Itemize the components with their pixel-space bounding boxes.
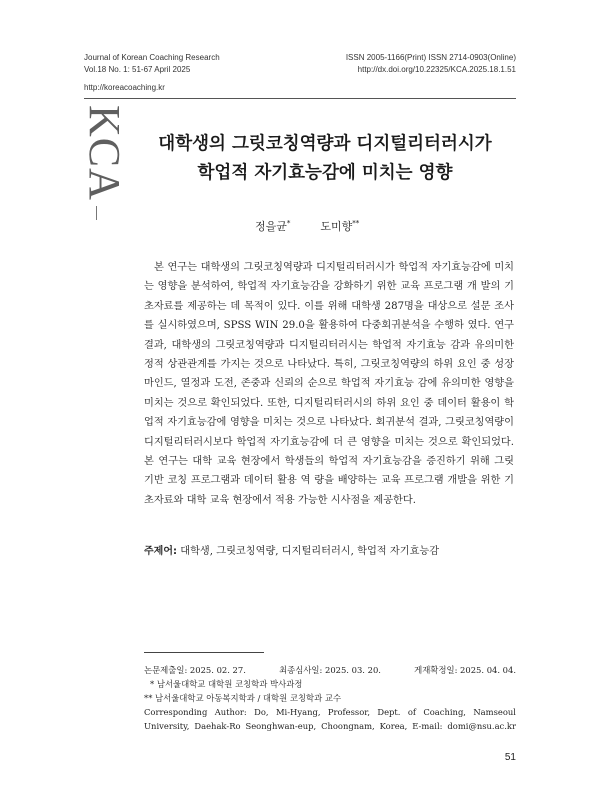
abstract-line: 설문 조사를 실시하였으며, SPSS WIN 29.0을 활용하여 다중회귀분석을 수행하	[144, 300, 514, 332]
corresponding-author-line-2: University, Daehak-Ro Seonghwan-eup, Choongnam, Korea, E-mail: domi@nsu.ac.kr	[144, 721, 516, 731]
header-divider	[84, 98, 516, 99]
footnote-divider	[144, 652, 264, 653]
submitted-date: 논문제출일: 2025. 02. 27.	[144, 665, 246, 675]
header-row-bottom	[84, 64, 516, 76]
abstract-line: 학업적 자기효능감을 증진하기 위해 그릿 기반 코칭 프로그램과 데이터 활용 역	[144, 456, 514, 487]
abstract-line: 감과 유의미한 정적 상관관계를 가지는 것으로 나타났다. 특히, 그릿코칭역량의	[144, 339, 514, 371]
abstract-line: 량을 배양하는 교육 프로그램 개발을 위한 기초자료와 대학 교육 현장에서 적용	[144, 475, 514, 506]
page-number: 51	[504, 752, 516, 763]
corresponding-author-line-1: Corresponding Author: Do, Mi-Hyang, Professor, Dept. of Coaching, Namseoul	[144, 707, 516, 717]
kca-logo-text: KCA	[80, 105, 129, 201]
abstract-line: 였다. 연구 결과, 대학생의 그릿코칭역량과 디지털리터러시는 학업적 자기효능	[144, 320, 514, 351]
author-1: 정을균*	[255, 219, 291, 233]
abstract-line: 하위 요인 중 성장 마인드, 열정과 도전, 존중과 신뢰의 순으로 학업적 자기효능	[144, 359, 514, 390]
title-line-2: 학업적 자기효능감에 미치는 영향	[197, 163, 453, 183]
keywords-text: 대학생, 그릿코칭역량, 디지털리터러시, 학업적 자기효능감	[180, 546, 440, 557]
author-1-mark: *	[286, 219, 291, 228]
abstract-line: 큰 영향을 미치는 것으로 확인되었다. 본 연구는 대학 교육 현장에서 학생들의	[144, 436, 515, 468]
abstract-line: 가능한 시사점을 제공한다.	[297, 494, 416, 506]
website-link[interactable]: http://koreacoaching.kr	[84, 83, 165, 92]
author-2-affiliation: ** 남서울대학교 아동복지학과 / 대학원 코칭학과 교수	[144, 693, 342, 703]
abstract-line: 요인 중 데이터 활용이 학업적 자기효능감에 영향을 미치는 것으로 나타났다.	[144, 397, 514, 429]
abstract-line: 감에 유의미한 영향을 미치는 것으로 확인되었다. 또한, 디지털리터러시의 하위	[144, 378, 514, 409]
header-row-top	[84, 52, 516, 64]
logo-divider	[96, 206, 97, 220]
volume-info: Vol.18 No. 1: 51-67 April 2025	[84, 65, 191, 74]
author-list	[255, 218, 359, 234]
abstract-line: 회귀분석 결과, 그릿코칭역량이 디지털리터러시보다 학업적 자기효능감에 더	[144, 417, 514, 448]
abstract-paragraph	[144, 258, 514, 510]
accepted-date: 게재확정일: 2025. 04. 04.	[414, 665, 516, 675]
journal-name: Journal of Korean Coaching Research	[84, 53, 220, 62]
submission-dates	[144, 663, 516, 677]
footnotes	[144, 663, 516, 733]
abstract-line: 발의 기초자료를 제공하는 데 목적이 있다. 이를 위해 대학생 287명을 대상으로	[144, 281, 514, 312]
reviewed-date: 최종심사일: 2025. 03. 20.	[279, 665, 381, 675]
abstract-line: 미치는 영향을 분석하여, 학업적 자기효능감을 강화하기 위한 교육 프로그램 개	[144, 262, 515, 293]
author-2-mark: **	[352, 219, 360, 228]
issn: ISSN 2005-1166(Print) ISSN 2714-0903(Online)	[345, 53, 516, 62]
author-2: 도미향**	[320, 219, 360, 233]
author-1-affiliation: * 남서울대학교 대학원 코칭학과 박사과정	[150, 679, 303, 689]
keywords	[144, 542, 439, 557]
abstract-line: 본 연구는 대학생의 그릿코칭역량과 디지털리터러시가 학업적 자기효능감에	[154, 262, 491, 273]
abstract	[144, 258, 514, 510]
keywords-label: 주제어:	[144, 546, 177, 557]
title-line-1: 대학생의 그릿코칭역량과 디지털리터러시가	[158, 134, 492, 154]
doi-link[interactable]: http://dx.doi.org/10.22325/KCA.2025.18.1.51	[357, 65, 516, 74]
kca-logo	[80, 105, 129, 213]
